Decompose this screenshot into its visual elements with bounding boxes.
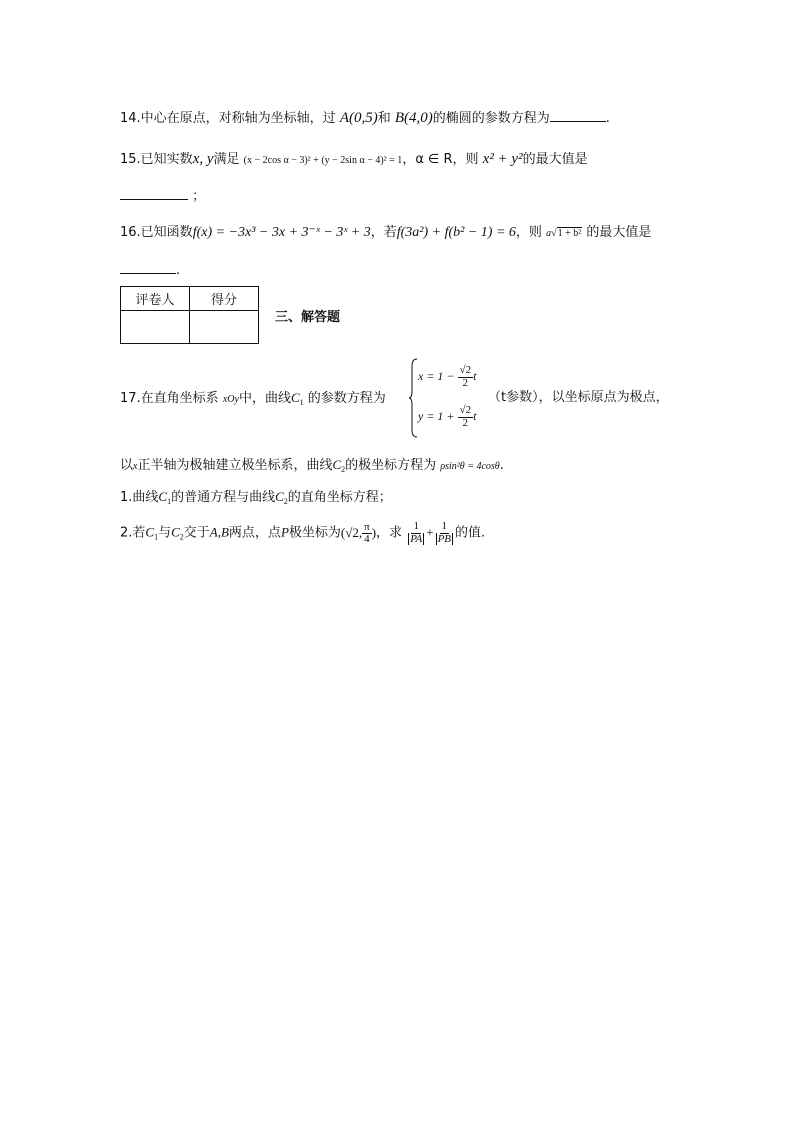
radical-sign: √	[551, 228, 557, 239]
eq-x-t: t	[473, 368, 477, 383]
q17-text: 17.在直角坐标系	[120, 391, 219, 406]
polar-equation: ρsin²θ = 4cosθ	[440, 461, 500, 472]
sqrt2-over-2: $\frac{√2}{2}$	[459, 404, 472, 429]
q16-expr-a: a	[546, 228, 552, 239]
q17-part1: 1.曲线$C_1$的普通方程与曲线$C_2$的直角坐标方程；	[120, 489, 392, 506]
eq-x-lhs: x = 1 −	[418, 368, 455, 383]
question-16-answer	[120, 264, 180, 277]
equation-x	[418, 365, 476, 389]
q15-text3: 的最大值是	[522, 152, 588, 167]
q14-text2: 的椭圆的参数方程为	[432, 111, 550, 126]
q14-and: 和	[377, 111, 395, 126]
q16-cond: f(3a²) + f(b² − 1) = 6	[396, 225, 516, 240]
q16-func: f(x) = −3x³ − 3x + 3⁻ˣ − 3ˣ + 3	[192, 225, 371, 240]
q15-text2: 满足	[213, 152, 240, 167]
q16-text2: ，若	[370, 225, 397, 240]
score-table	[120, 286, 259, 344]
score-table-score-header: 得分	[190, 287, 259, 311]
question-15-answer	[120, 190, 205, 203]
q15-expr: x² + y²	[482, 151, 523, 167]
q17-text2: 中，曲线	[238, 391, 291, 406]
eq-y-lhs: y = 1 +	[418, 408, 455, 423]
q15-end: ；	[192, 189, 206, 204]
q14-point-a: A(0,5)	[339, 110, 378, 126]
eq-y-t: t	[473, 408, 477, 423]
q16-text: 16.已知函数	[120, 225, 193, 240]
q15-text: 15.已知实数	[120, 152, 193, 167]
q17-line2: 以x正半轴为极轴建立极坐标系，曲线$C_2$的极坐标方程为 ρsin²θ = 4cosθ.	[120, 457, 504, 474]
sqrt2-over-2: $\frac{√2}{2}$	[459, 364, 472, 389]
pi-over-4: $\frac{\pi}{4}$	[364, 520, 370, 546]
question-16	[120, 226, 651, 240]
score-table-grader-header: 评卷人	[121, 287, 190, 311]
q16-end: .	[176, 263, 181, 278]
q16-text4: 的最大值是	[586, 225, 652, 240]
q17-c1-sub: 1	[299, 398, 304, 407]
x-axis-var: x	[133, 461, 138, 472]
q16-expr-root: 1 + b²	[557, 228, 582, 239]
answer-blank	[120, 272, 176, 274]
q17-c1: C	[290, 390, 300, 405]
q14-point-b: B(4,0)	[394, 110, 433, 126]
answer-blank	[550, 120, 606, 122]
q17-coord: xOy	[222, 394, 239, 405]
q17-part2: 2.若$C_1$与$C_2$交于A,B两点，点P极坐标为(√2, $\frac{\pi}{4}$ )，求 $\frac{1}{PA}$ + $\frac{1}{PB}$ 的值.	[120, 520, 486, 546]
plus-sign: +	[426, 524, 434, 540]
polar-coord: (√2, $\frac{\pi}{4}$ )	[340, 520, 377, 546]
score-table-score-cell	[190, 311, 259, 344]
equation-system-brace	[408, 358, 418, 438]
q16-text3: ，则	[515, 225, 542, 240]
answer-blank	[120, 198, 188, 200]
question-17	[120, 391, 386, 407]
q17-param-note: （t参数），以坐标原点为极点，	[488, 390, 669, 405]
q15-vars: x, y	[192, 151, 214, 167]
question-15	[120, 152, 588, 167]
q17-text3: 的参数方程为	[307, 391, 386, 406]
one-over-pb: $\frac{1}{PB}$	[437, 520, 452, 545]
q15-equation: (x − 2cos α − 3)² + (y − 2sin α − 4)² = 1	[243, 155, 403, 166]
score-table-grader-cell	[121, 311, 190, 344]
equation-y	[418, 405, 476, 429]
q15-cond: ，α ∈ R，则	[402, 152, 479, 167]
q14-end: .	[605, 111, 610, 126]
question-14	[120, 111, 610, 126]
one-over-pa: $\frac{1}{PA}$	[410, 520, 423, 545]
q14-text: 14.中心在原点，对称轴为坐标轴，过	[120, 111, 340, 126]
section-title: 三、解答题	[275, 310, 341, 325]
